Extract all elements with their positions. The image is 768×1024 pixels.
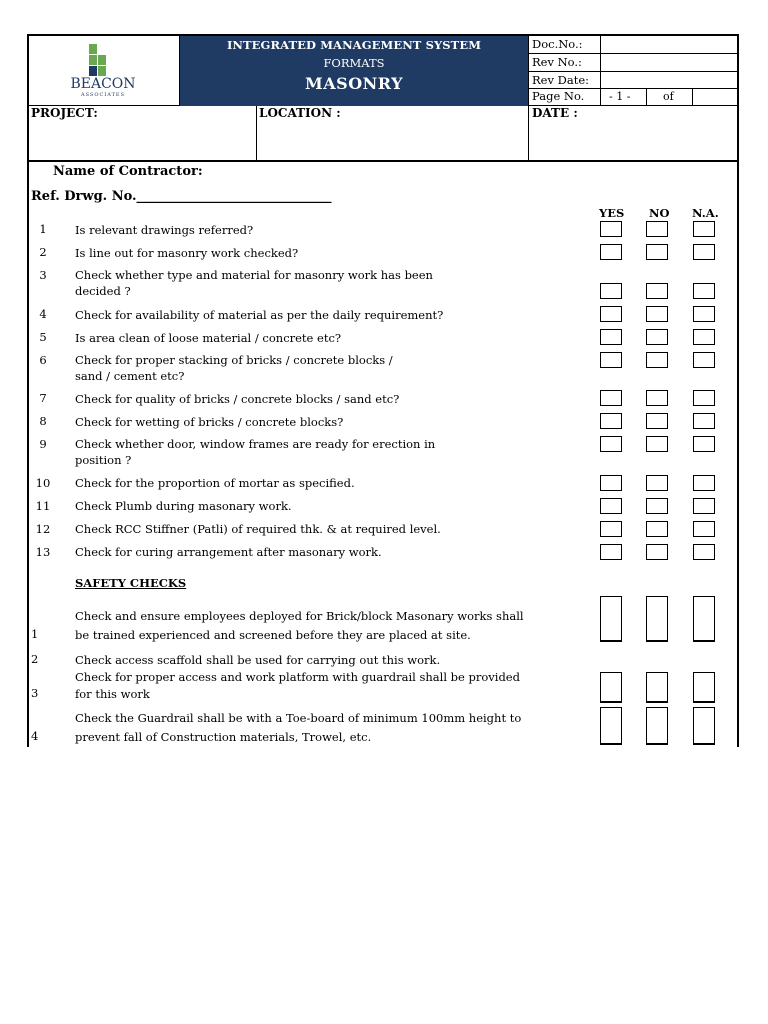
form-title-block — [180, 36, 528, 106]
yes-checkbox[interactable] — [600, 283, 622, 299]
check-number: 9 — [39, 437, 47, 451]
project-location-divider — [256, 106, 257, 161]
title-line-1: INTEGRATED MANAGEMENT SYSTEM — [226, 38, 482, 52]
safety-check-line: Check for proper access and work platform with guardrail shall be provided — [75, 670, 520, 684]
doc-no-label: Doc.No.: — [532, 37, 583, 51]
yes-checkbox[interactable] — [600, 390, 622, 406]
check-question: Check for curing arrangement after masonary work. — [75, 545, 382, 559]
na-checkbox[interactable] — [693, 413, 715, 429]
yes-checkbox[interactable] — [600, 244, 622, 260]
safety-no-checkbox[interactable] — [646, 596, 668, 642]
logo-subtext: ASSOCIATES — [80, 92, 126, 98]
ref-drawing-label: Ref. Drwg. No.______________________________ — [31, 189, 332, 204]
no-checkbox[interactable] — [646, 521, 668, 537]
no-checkbox[interactable] — [646, 352, 668, 368]
safety-check-number: 3 — [31, 686, 39, 700]
na-checkbox[interactable] — [693, 306, 715, 322]
company-logo — [29, 36, 179, 106]
check-number: 7 — [39, 391, 47, 405]
check-question: Check whether type and material for masonry work has been decided ? — [75, 268, 433, 298]
na-checkbox[interactable] — [693, 521, 715, 537]
safety-check-line: be trained experienced and screened before they are placed at site. — [75, 628, 471, 642]
col-yes: YES — [599, 206, 625, 220]
check-number: 13 — [35, 545, 51, 559]
check-question: Is area clean of loose material / concrete etc? — [75, 331, 342, 345]
no-checkbox[interactable] — [646, 498, 668, 514]
yes-checkbox[interactable] — [600, 329, 622, 345]
project-label: PROJECT: — [31, 106, 98, 120]
na-checkbox[interactable] — [693, 244, 715, 260]
check-question: Check Plumb during masonary work. — [75, 499, 292, 513]
safety-yes-checkbox[interactable] — [600, 596, 622, 642]
logo-wordmark: BEACON — [70, 76, 136, 92]
safety-na-checkbox[interactable] — [693, 707, 715, 745]
page-no-label: Page No. — [532, 89, 585, 103]
no-checkbox[interactable] — [646, 283, 668, 299]
safety-check-line: Check and ensure employees deployed for Brick/block Masonary works shall — [75, 609, 524, 623]
title-line-2: FORMATS — [323, 56, 385, 70]
check-number: 1 — [39, 222, 47, 236]
check-number: 10 — [35, 476, 51, 490]
na-checkbox[interactable] — [693, 436, 715, 452]
safety-yes-checkbox[interactable] — [600, 707, 622, 745]
check-question: Check whether door, window frames are ready for erection in position ? — [75, 437, 436, 467]
project-row-divider — [27, 160, 739, 162]
col-no: NO — [649, 206, 670, 220]
check-question: Check RCC Stiffner (Patli) of required thk. & at required level. — [75, 522, 441, 536]
na-checkbox[interactable] — [693, 283, 715, 299]
check-question: Check for availability of material as per the daily requirement? — [75, 308, 444, 322]
check-number: 3 — [39, 268, 47, 282]
check-number: 4 — [39, 307, 47, 321]
no-checkbox[interactable] — [646, 475, 668, 491]
date-label: DATE : — [532, 106, 578, 120]
na-checkbox[interactable] — [693, 475, 715, 491]
yes-checkbox[interactable] — [600, 521, 622, 537]
safety-check-line: Check access scaffold shall be used for carrying out this work. — [75, 653, 441, 667]
meta-row-line — [528, 71, 738, 72]
page-of: of — [663, 90, 674, 103]
safety-check-number: 4 — [31, 729, 39, 743]
safety-check-number: 1 — [31, 627, 39, 641]
page-of-divider — [646, 89, 647, 106]
safety-no-checkbox[interactable] — [646, 672, 668, 703]
rev-no-label: Rev No.: — [532, 55, 582, 69]
safety-check-line: prevent fall of Construction materials, Trowel, etc. — [75, 730, 372, 744]
na-checkbox[interactable] — [693, 544, 715, 560]
check-question: Check for wetting of bricks / concrete blocks? — [75, 415, 344, 429]
check-number: 5 — [39, 330, 47, 344]
no-checkbox[interactable] — [646, 390, 668, 406]
safety-na-checkbox[interactable] — [693, 672, 715, 703]
check-question: Check for the proportion of mortar as specified. — [75, 476, 355, 490]
safety-yes-checkbox[interactable] — [600, 672, 622, 703]
page-current: - 1 - — [609, 90, 631, 103]
meta-row-line — [528, 53, 738, 54]
no-checkbox[interactable] — [646, 413, 668, 429]
safety-check-line: Check the Guardrail shall be with a Toe-board of minimum 100mm height to — [75, 711, 522, 725]
no-checkbox[interactable] — [646, 244, 668, 260]
safety-na-checkbox[interactable] — [693, 596, 715, 642]
na-checkbox[interactable] — [693, 352, 715, 368]
rev-date-label: Rev Date: — [532, 73, 589, 87]
check-number: 11 — [35, 499, 51, 513]
contractor-label: Name of Contractor: — [53, 164, 203, 179]
no-checkbox[interactable] — [646, 544, 668, 560]
na-checkbox[interactable] — [693, 498, 715, 514]
location-label: LOCATION : — [259, 106, 341, 120]
yes-checkbox[interactable] — [600, 475, 622, 491]
check-question: Check for proper stacking of bricks / concrete blocks / sand / cement etc? — [75, 353, 393, 383]
yes-checkbox[interactable] — [600, 498, 622, 514]
na-checkbox[interactable] — [693, 221, 715, 237]
safety-checks-heading: SAFETY CHECKS — [75, 576, 187, 590]
no-checkbox[interactable] — [646, 306, 668, 322]
na-checkbox[interactable] — [693, 329, 715, 345]
check-question: Is relevant drawings referred? — [75, 223, 254, 237]
yes-checkbox[interactable] — [600, 436, 622, 452]
check-question: Check for quality of bricks / concrete blocks / sand etc? — [75, 392, 400, 406]
meta-divider — [528, 36, 529, 161]
check-number: 2 — [39, 245, 47, 259]
yes-checkbox[interactable] — [600, 306, 622, 322]
na-checkbox[interactable] — [693, 390, 715, 406]
form-title: MASONRY — [305, 74, 403, 93]
yes-checkbox[interactable] — [600, 352, 622, 368]
check-number: 12 — [35, 522, 51, 536]
page-total-divider — [692, 89, 693, 106]
safety-check-number: 2 — [31, 652, 39, 666]
safety-no-checkbox[interactable] — [646, 707, 668, 745]
check-number: 6 — [39, 353, 47, 367]
yes-checkbox[interactable] — [600, 221, 622, 237]
check-number: 8 — [39, 414, 47, 428]
check-question: Is line out for masonry work checked? — [75, 246, 299, 260]
safety-check-line: for this work — [75, 687, 150, 701]
no-checkbox[interactable] — [646, 329, 668, 345]
no-checkbox[interactable] — [646, 221, 668, 237]
no-checkbox[interactable] — [646, 436, 668, 452]
yes-checkbox[interactable] — [600, 413, 622, 429]
col-na: N.A. — [692, 206, 719, 220]
yes-checkbox[interactable] — [600, 544, 622, 560]
